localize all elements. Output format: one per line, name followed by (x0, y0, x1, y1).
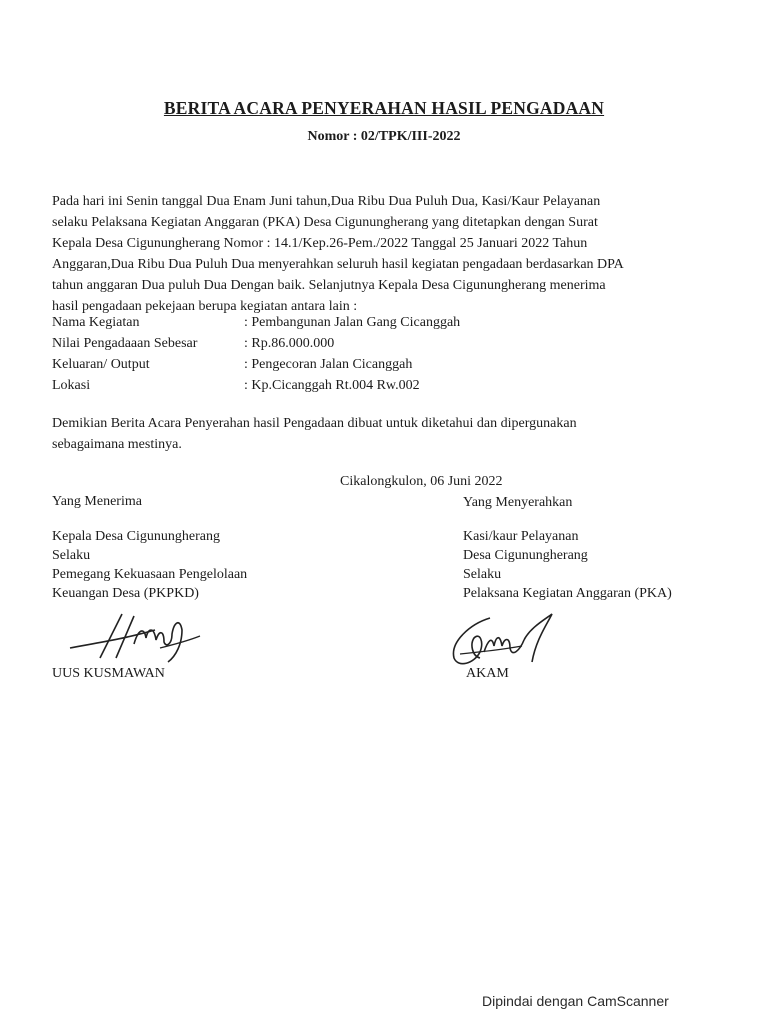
giver-name: AKAM (466, 666, 509, 681)
receiver-position-line: Kepala Desa Cigunungherang (52, 529, 220, 544)
field-label: Lokasi (52, 378, 91, 393)
closing-line: sebagaimana mestinya. (52, 437, 182, 452)
field-value: : Kp.Cicanggah Rt.004 Rw.002 (244, 378, 420, 393)
field-label: Keluaran/ Output (52, 357, 150, 372)
place-date: Cikalongkulon, 06 Juni 2022 (340, 474, 503, 489)
field-label: Nilai Pengadaaan Sebesar (52, 336, 198, 351)
receiver-position-block (52, 527, 247, 603)
receiver-position-line: Pemegang Kekuasaan Pengelolaan (52, 567, 248, 582)
closing-paragraph (52, 413, 716, 455)
body-line: Anggaran,Dua Ribu Dua Puluh Dua menyerahkan seluruh hasil kegiatan pengadaan berdasarkan DPA (52, 257, 624, 272)
receiver-position-line: Selaku (52, 548, 91, 563)
field-value: : Pengecoran Jalan Cicanggah (244, 357, 413, 372)
body-line: Pada hari ini Senin tanggal Dua Enam Juni tahun,Dua Ribu Dua Puluh Dua, Kasi/Kaur Pelayanan (52, 194, 601, 209)
receiver-position-line: Keuangan Desa (PKPKD) (52, 586, 199, 601)
field-row-lokasi (52, 375, 716, 396)
field-row-nilai-pengadaan (52, 333, 716, 354)
giver-position-line: Pelaksana Kegiatan Anggaran (PKA) (463, 586, 672, 601)
field-label: Nama Kegiatan (52, 315, 140, 330)
field-row-nama-kegiatan (52, 312, 716, 333)
document-number: Nomor : 02/TPK/III-2022 (307, 129, 461, 144)
giver-position-block (463, 527, 672, 603)
field-row-keluaran-output (52, 354, 716, 375)
receiver-label: Yang Menerima (52, 494, 142, 509)
body-line: tahun anggaran Dua puluh Dua Dengan baik. Selanjutnya Kepala Desa Cigunungherang menerima (52, 278, 606, 293)
receiver-name: UUS KUSMAWAN (52, 666, 165, 681)
closing-line: Demikian Berita Acara Penyerahan hasil Pengadaan dibuat untuk diketahui dan dipergunakan (52, 416, 577, 431)
body-line: hasil pengadaan pekejaan berupa kegiatan antara lain : (52, 299, 358, 314)
scanner-watermark: Dipindai dengan CamScanner (482, 993, 669, 1009)
giver-label: Yang Menyerahkan (463, 495, 573, 510)
giver-position-line: Selaku (463, 567, 502, 582)
field-value: : Rp.86.000.000 (244, 336, 335, 351)
document-title: BERITA ACARA PENYERAHAN HASIL PENGADAAN (163, 98, 605, 118)
body-line: selaku Pelaksana Kegiatan Anggaran (PKA) Desa Cigunungherang yang ditetapkan dengan Surat (52, 215, 598, 230)
field-value: : Pembangunan Jalan Gang Cicanggah (244, 315, 461, 330)
giver-position-line: Kasi/kaur Pelayanan (463, 529, 579, 544)
body-line: Kepala Desa Cigunungherang Nomor : 14.1/Kep.26-Pem./2022 Tanggal 25 Januari 2022 Tahun (52, 236, 588, 251)
detail-fields (52, 312, 716, 396)
body-paragraph (52, 191, 716, 317)
receiver-signature (60, 600, 210, 670)
giver-position-line: Desa Cigunungherang (463, 548, 588, 563)
